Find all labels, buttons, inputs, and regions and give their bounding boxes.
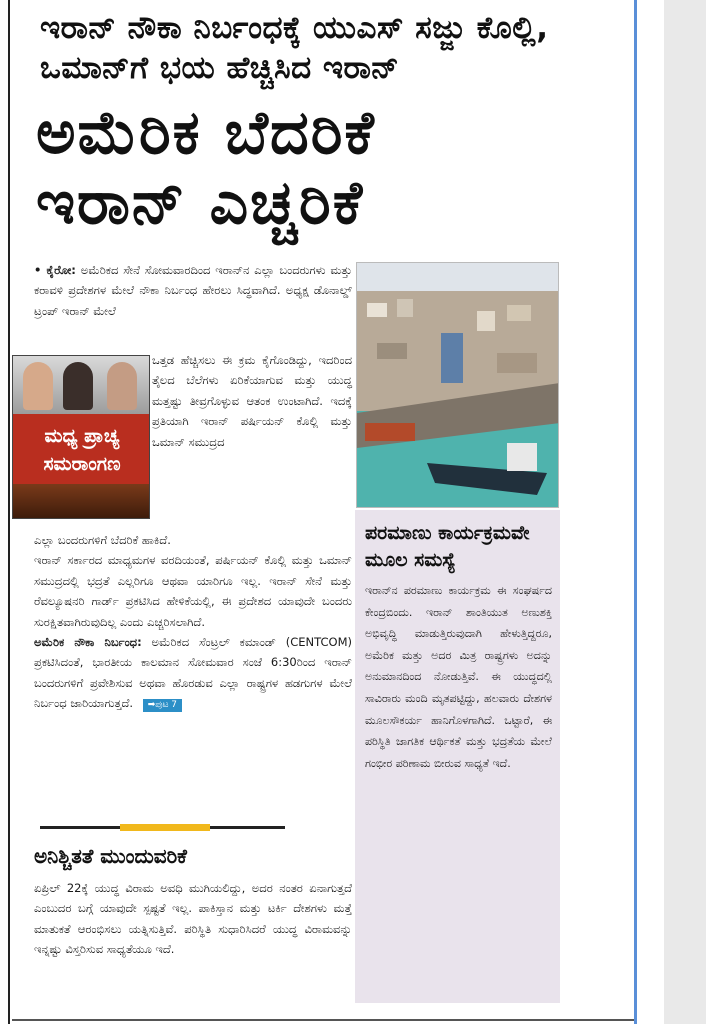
left-page-rule xyxy=(8,0,10,1024)
port-photo-image xyxy=(357,263,559,508)
sidebar-heading: ಪರಮಾಣು ಕಾರ್ಯಕ್ರಮವೇ ಮೂಲ ಸಮಸ್ಯೆ xyxy=(365,522,530,571)
article-wrapped-text: ಒತ್ತಡ ಹೆಚ್ಚಿಸಲು ಈ ಕ್ರಮ ಕೈಗೊಂಡಿದ್ದು, ಇದರಿಂದ ತೈಲದ ಬೆಲೆಗಳು ಏರಿಕೆಯಾಗುವ ಮತ್ತು ಯುದ್ಧ ಮತ್ತಷ್ಟು ತೀವ್ರಗೊಳ್ಳುವ ಆತಂಕ ಉಂಟಾಗಿದೆ. ಇದಕ್ಕೆ ಪ್ರತಿಯಾಗಿ ಇರಾನ್ ಪರ್ಷಿಯನ್ ಕೊಲ್ಲಿ ಮತ್ತು ಒಮಾನ್ ಸಮುದ್ರದ xyxy=(152,353,352,449)
leaders-photo xyxy=(13,356,150,414)
article-para2: ಇರಾನ್ ಸರ್ಕಾರದ ಮಾಧ್ಯಮಗಳ ವರದಿಯಂತೆ, ಪರ್ಷಿಯನ್ ಕೊಲ್ಲಿ ಮತ್ತು ಒಮಾನ್ ಸಮುದ್ರದಲ್ಲಿ ಭದ್ರತೆ ಎಲ್ಲರಿಗೂ ಆಥವಾ ಯಾರಿಗೂ ಇಲ್ಲ. ಇರಾನ್ ಸೇನೆ ಮತ್ತು ರೆವಲ್ಯೂಷನರಿ ಗಾರ್ಡ್ ಪ್ರಕಟಿಸಿದ ಹೇಳಿಕೆಯಲ್ಲಿ, ಈ ಪ್ರದೇಶದ ಯಾವುದೇ ಬಂದರು ಸುರಕ್ಷಿತವಾಗಿರುವುದಿಲ್ಲ ಎಂದು ಎಚ್ಚರಿಸಲಾಗಿದೆ. xyxy=(34,553,352,629)
inset-title xyxy=(13,422,150,478)
inset-title-line-1: ಮಧ್ಯ ಪ್ರಾಚ್ಯ xyxy=(44,425,120,447)
right-page-rule xyxy=(634,0,637,1024)
war-inset-graphic xyxy=(12,355,150,519)
article-para1-top: ಅಮೆರಿಕದ ಸೇನೆ ಸೋಮವಾರದಿಂದ ಇರಾನ್‌ನ ಎಲ್ಲಾ ಬಂದರುಗಳು ಮತ್ತು ಕರಾವಳಿ ಪ್ರದೇಶಗಳ ಮೇಲೆ ನೌಕಾ ನಿರ್ಬಂಧ ಹೇರಲು ಸಿದ್ಧವಾಗಿದೆ. ಅಧ್ಯಕ್ಷ ಡೊನಾಲ್ಡ್ ಟ್ರಂಪ್ ಇರಾನ್ ಮೇಲೆ xyxy=(34,263,353,318)
leader-portrait-2 xyxy=(63,362,93,410)
article-top-text xyxy=(34,260,352,321)
dateline: • ಕೈರೋ: xyxy=(34,263,76,277)
headline-kicker: ಇರಾನ್ ನೌಕಾ ನಿರ್ಬಂಧಕ್ಕೆ ಯುಎಸ್ ಸಜ್ಜು ಕೊಲ್ಲಿ, ಒಮಾನ್‌ಗೆ ಭಯ ಹೆಚ್ಚಿಸಿದ ಇರಾನ್ xyxy=(40,10,549,86)
port-photo xyxy=(356,262,559,508)
page-gutter xyxy=(664,0,706,1024)
secondary-heading: ಅನಿಶ್ಚಿತತೆ ಮುಂದುವರಿಕೆ xyxy=(34,844,187,868)
para3-lead: ಅಮೆರಿಕ ನೌಕಾ ನಿರ್ಬಂಧ: xyxy=(34,635,142,650)
leader-portrait-1 xyxy=(23,362,53,410)
article-main-text xyxy=(34,530,352,714)
article-para3 xyxy=(34,632,352,714)
secondary-body: ಏಪ್ರಿಲ್ 22ಕ್ಕೆ ಯುದ್ಧ ವಿರಾಮ ಅವಧಿ ಮುಗಿಯಲಿದ್ದು, ಅದರ ನಂತರ ಏನಾಗುತ್ತದೆ ಎಂಬುದರ ಬಗ್ಗೆ ಯಾವುದೇ ಸ್ಪಷ್ಟತೆ ಇಲ್ಲ. ಪಾಕಿಸ್ತಾನ ಮತ್ತು ಟರ್ಕಿ ದೇಶಗಳು ಮತ್ತೆ ಮಾತುಕತೆ ಆರಂಭಿಸಲು ಯತ್ನಿಸುತ್ತಿವೆ. ಪರಿಸ್ಥಿತಿ ಸುಧಾರಿಸಿದರೆ ಯುದ್ಧ ವಿರಾಮವನ್ನು ಇನ್ನಷ್ಟು ವಿಸ್ತರಿಸುವ ಸಾಧ್ಯತೆಯೂ ಇದೆ. xyxy=(34,881,352,957)
page-bottom-rule xyxy=(12,1019,634,1021)
headline-line-2: ಇರಾನ್ ಎಚ್ಚರಿಕೆ xyxy=(36,168,365,238)
para3-text: ಅಮೆರಿಕದ ಸೆಂಟ್ರಲ್ ಕಮಾಂಡ್ (CENTCOM) ಪ್ರಕಟಿಸಿದಂತೆ, ಭಾರತೀಯ ಕಾಲಮಾನ ಸೋಮವಾರ ಸಂಜೆ 6:30ರಿಂದ ಇರಾನ್ ಬಂದರುಗಳಿಗೆ ಪ್ರವೇಶಿಸುವ ಅಥವಾ ಹೊರಡುವ ಎಲ್ಲಾ ರಾಷ್ಟ್ರಗಳ ಹಡಗುಗಳ ಮೇಲೆ ನಿರ್ಬಂಧ ಜಾರಿಯಾಗುತ್ತದೆ. xyxy=(34,635,352,711)
continued-badge[interactable]: ➡ಪುಟ 7 xyxy=(143,699,182,712)
sidebar-box xyxy=(355,510,560,1003)
leader-portrait-3 xyxy=(107,362,137,410)
section-divider-accent xyxy=(120,824,210,831)
sidebar-body: ಇರಾನ್‌ನ ಪರಮಾಣು ಕಾರ್ಯಕ್ರಮ ಈ ಸಂಘರ್ಷದ ಕೇಂದ್ರಬಿಂದು. ಇರಾನ್ ಶಾಂತಿಯುತ ಅಣುಶಕ್ತಿ ಅಭಿವೃದ್ಧಿ ಮಾಡುತ್ತಿರುವುದಾಗಿ ಹೇಳುತ್ತಿದ್ದರೂ, ಅಮೆರಿಕ ಮತ್ತು ಅದರ ಮಿತ್ರ ರಾಷ್ಟ್ರಗಳು ಅದನ್ನು ಅನುಮಾನದಿಂದ ನೋಡುತ್ತಿವೆ. ಈ ಯುದ್ಧದಲ್ಲಿ ಸಾವಿರಾರು ಮಂದಿ ಮೃತಪಟ್ಟಿದ್ದು, ಹಲವಾರು ದೇಶಗಳ ಮೂಲಸೌಕರ್ಯ ಹಾನಿಗೊಳಗಾಗಿದೆ. ಒಟ್ಟಾರೆ, ಈ ಪರಿಸ್ಥಿತಿ ಜಾಗತಿಕ ಆರ್ಥಿಕತೆ ಮತ್ತು ಭದ್ರತೆಯ ಮೇಲೆ ಗಂಭೀರ ಪರಿಣಾಮ ಬೀರುವ ಸಾಧ್ಯತೆ ಇದೆ. xyxy=(365,584,552,770)
inset-title-line-2: ಸಮರಾಂಗಣ xyxy=(43,453,121,475)
main-headline xyxy=(36,98,616,238)
inset-battle-image xyxy=(13,484,150,519)
article-para1-end: ಎಲ್ಲಾ ಬಂದರುಗಳಿಗೆ ಬೆದರಿಕೆ ಹಾಕಿದೆ. xyxy=(34,533,171,547)
headline-line-1: ಅಮೆರಿಕ ಬೆದರಿಕೆ xyxy=(36,98,376,168)
